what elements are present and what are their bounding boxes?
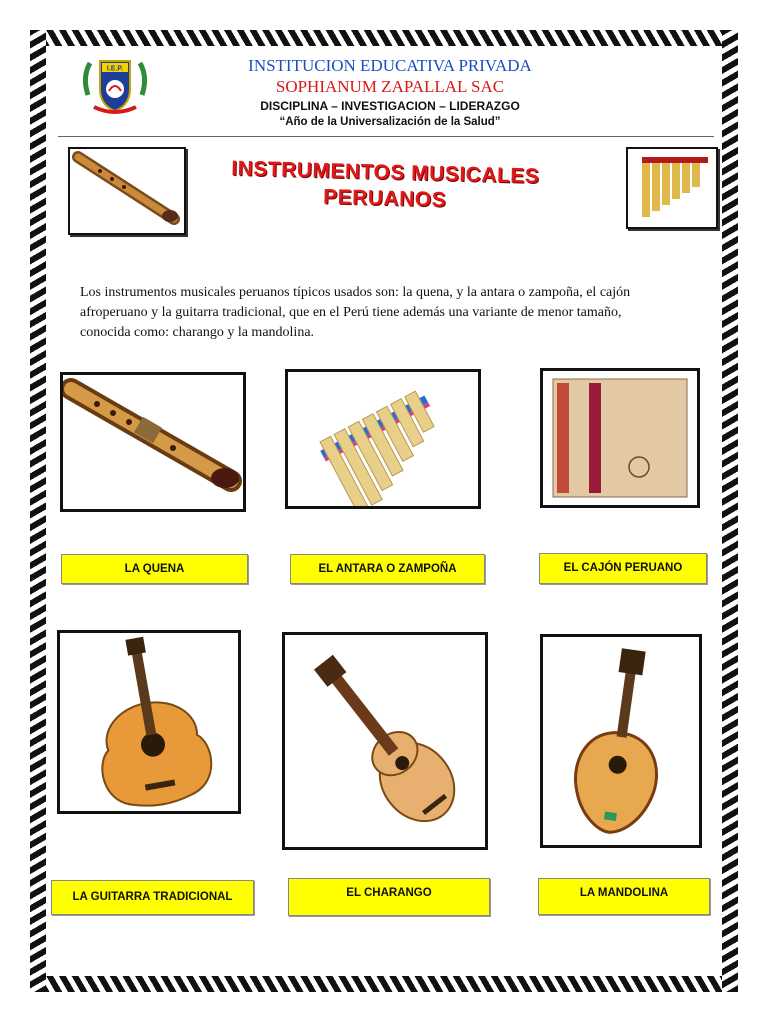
zampona-photo — [285, 369, 481, 509]
school-name: SOPHIANUM ZAPALLAL SAC — [275, 77, 505, 96]
mandolin-photo — [540, 634, 702, 848]
zampona-icon — [288, 372, 478, 506]
quena-icon — [63, 375, 243, 509]
cajon-icon — [543, 371, 697, 505]
label-cajon: EL CAJÓN PERUANO — [539, 553, 707, 584]
cajon-photo — [540, 368, 700, 508]
label-charango: EL CHARANGO — [288, 878, 490, 916]
zampona-icon — [628, 149, 716, 227]
logo-text: I.E.P. — [106, 65, 124, 73]
school-type: INSTITUCION EDUCATIVA PRIVADA — [248, 56, 532, 75]
decorative-border-right — [722, 30, 738, 992]
label-mandolin: LA MANDOLINA — [538, 878, 710, 915]
zampona-thumbnail — [626, 147, 718, 229]
guitar-photo — [57, 630, 241, 814]
quena-thumbnail — [68, 147, 186, 235]
quena-photo — [60, 372, 246, 512]
charango-photo — [282, 632, 488, 850]
header-divider — [58, 136, 714, 137]
intro-paragraph: Los instrumentos musicales peruanos típicos usados son: la quena, y la antara o zampoña, el cajón afroperuano y la guitarra tradicional, que en el Perú tiene además una variante de menor tamaño, conocida como: charango y la mandolina. — [80, 285, 631, 340]
title-line-1: INSTRUMENTOS MUSICALES — [231, 156, 540, 189]
label-zampona: EL ANTARA O ZAMPOÑA — [290, 554, 485, 584]
guitar-icon — [60, 633, 238, 811]
label-guitar: LA GUITARRA TRADICIONAL — [51, 880, 254, 915]
school-motto: DISCIPLINA – INVESTIGACION – LIDERAZGO — [260, 99, 520, 113]
page-title — [199, 155, 570, 217]
mandolin-icon — [543, 637, 699, 845]
title-line-2: PERUANOS — [322, 185, 447, 212]
quena-icon — [70, 149, 184, 233]
decorative-border-left — [30, 30, 46, 992]
decorative-border-top — [30, 30, 738, 46]
label-quena: LA QUENA — [61, 554, 248, 584]
year-slogan: “Año de la Universalización de la Salud” — [279, 116, 501, 128]
school-logo — [80, 55, 150, 117]
decorative-border-bottom — [30, 976, 738, 992]
charango-icon — [285, 635, 485, 847]
